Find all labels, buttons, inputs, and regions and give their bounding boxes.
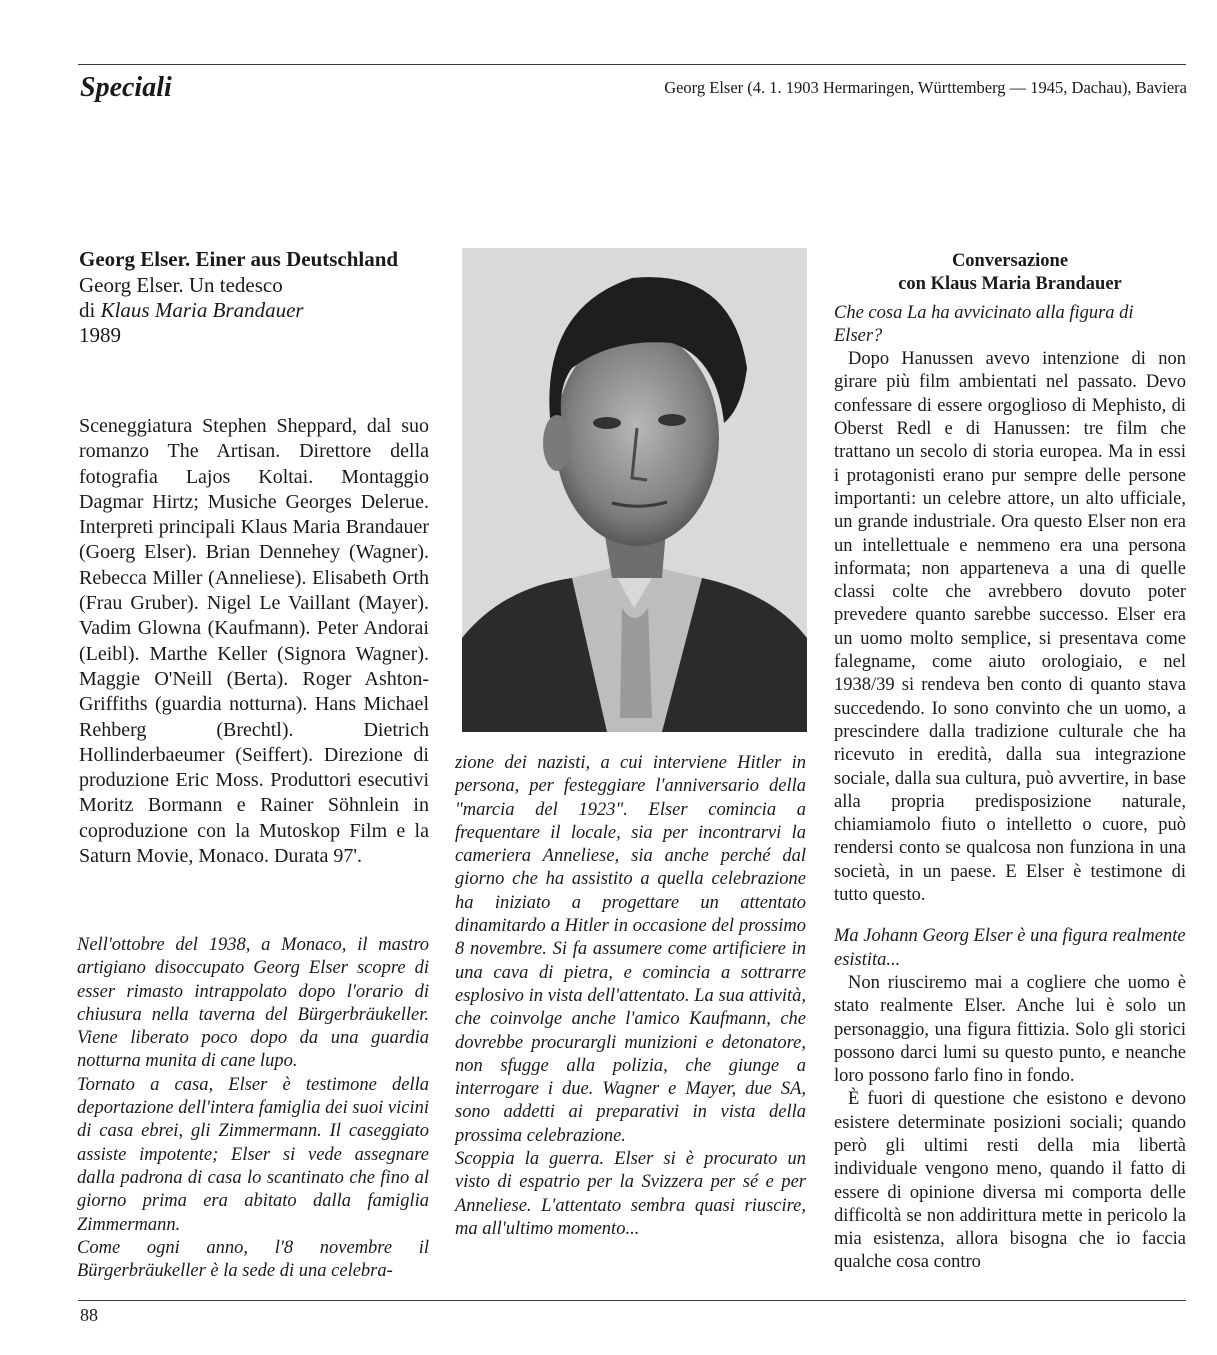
paragraph-gap [834, 907, 1186, 925]
film-credits: Sceneggiatura Stephen Sheppard, dal suo romanzo The Artisan. Direttore della fotografia Lajos Koltai. Montaggio Dagmar Hirtz; Musiche Georges Delerue. Interpreti principali Klaus Maria Brandauer (Goerg Elser). Brian Dennehey (Wagner). Rebecca Miller (Anneliese). Elisabeth Orth (Frau Gruber). Nigel Le Vaillant (Mayer). Vadim Glowna (Kaufmann). Peter Andorai (Leibl). Marthe Keller (Signora Wagner). Maggie O'Neill (Berta). Roger Ashton-Griffiths (guardia notturna). Hans Michael Rehberg (Brechtl). Dietrich Hollinderbaeumer (Seiffert). Direzione di produzione Eric Moss. Produttori esecutivi Moritz Bormann e Rainer Söhnlein in coproduzione con la Mutoskop Film e la Saturn Movie, Monaco. Durata 97'. [79, 415, 429, 868]
bottom-rule [78, 1300, 1186, 1301]
interview-question: Ma Johann Georg Elser è una figura realmente esistita... [834, 926, 1186, 970]
interview-title-line: con Klaus Maria Brandauer [898, 274, 1122, 295]
synopsis-paragraph: Tornato a casa, Elser è testimone della deportazione dell'intera famiglia dei suoi vicini di casa ebrei, gli Zimmermann. Il caseggiato assiste impotente; Elser si vede assegnare dalla padrona di casa lo scantinato che fino al giorno prima era abitato dalla famiglia Zimmermann. [77, 1074, 429, 1235]
top-rule [78, 64, 1186, 65]
interview-question: Che cosa La ha avvicinato alla figura di Elser? [834, 302, 1134, 346]
synopsis-paragraph: Come ogni anno, l'8 novembre il Bürgerbräukeller è la sede di una celebra- [77, 1237, 429, 1282]
portrait-photo [462, 248, 807, 732]
synopsis-paragraph: zione dei nazisti, a cui interviene Hitler in persona, per festeggiare l'anniversario della "marcia del 1923". Elser comincia a frequentare il locale, sia per incontrarvi la cameriera Anneliese, sia anche perché dal giorno che ha assistito a quella celebrazione ha iniziato a progettare un attentato dinamitardo a Hitler in occasione del prossimo 8 novembre. Si fa assumere come artificiere in una cava di pietra, e comincia a sottrarre esplosivo in vista dell'attentato. La sua attività, che coinvolge anche l'amico Kaufmann, che dovrebbe procurargli munizioni e detonatore, non sfugge alla polizia, che giunge a interrogare i due. Wagner e Mayer, due SA, sono addetti ai preparativi in vista della prossima celebrazione. [455, 753, 806, 1146]
film-director [79, 298, 439, 323]
synopsis-paragraph: Nell'ottobre del 1938, a Monaco, il mastro artigiano disoccupato Georg Elser scopre di esser rimasto intrappolato dopo l'orario di chiusura nella taverna del Bürgerbräukeller. Viene liberato poco dopo da una guardia notturna munita di cane lupo. [77, 935, 429, 1072]
section-title: Speciali [80, 72, 172, 103]
director-prefix: di [79, 298, 96, 322]
film-year: 1989 [79, 323, 121, 347]
director-name: Klaus Maria Brandauer [100, 298, 304, 322]
film-italian-title: Georg Elser. Un tedesco [79, 273, 283, 297]
portrait-illustration [462, 248, 807, 732]
film-title: Georg Elser. Einer aus Deutschland [79, 247, 399, 271]
photo-caption: Georg Elser (4. 1. 1903 Hermaringen, Württemberg — 1945, Dachau), Baviera [664, 78, 1187, 97]
interview-answer: Non riusciremo mai a cogliere che uomo è stato realmente Elser. Anche lui è solo un personaggio, una figura fittizia. Solo gli storici possono darci lumi su questo punto, e neanche loro possono farlo fino in fondo. [834, 972, 1186, 1087]
interview-answer: Dopo Hanussen avevo intenzione di non girare più film ambientati nel passato. Devo confessare di essere orgoglioso di Mephisto, di Oberst Redl e di Hanussen: tre film che trattano un secolo di storia europea. Ma in essi i protagonisti erano pur sempre delle persone importanti: un celebre attore, un alto ufficiale, un grande industriale. Ora questo Elser non era un intellettuale e nemmeno era una persona informata; non apparteneva a una di quelle classi colte che avrebbero dovuto poter prevedere quanto sarebbe successo. Elser era un uomo molto semplice, si presentava come falegname, come aiuto orologiaio, e nel 1938/39 si rendeva ben conto di quanto stava succedendo. Io sono convinto che un uomo, a prescindere dalla tradizione culturale che ha ricevuto in eredità, dalla sua integrazione sociale, dalla sua cultura, può avvertire, in base alla propria predisposizione naturale, chiamiamolo fiuto o intelletto o cuore, può rendersi conto se qualcosa non funziona in una società, in un paese. E Elser è testimone di tutto questo. [834, 349, 1186, 906]
synopsis-paragraph: Scoppia la guerra. Elser si è procurato un visto di espatrio per la Svizzera per sé e per Anneliese. L'attentato sembra quasi riuscire, ma all'ultimo momento... [455, 1149, 806, 1239]
interview-title-line: Conversazione [951, 251, 1069, 271]
interview-column [834, 250, 1186, 1275]
interview-title [834, 250, 1186, 297]
page-number: 88 [80, 1305, 98, 1325]
synopsis-column-1 [77, 934, 429, 1283]
film-info [79, 246, 439, 348]
interview-answer: È fuori di questione che esistono e devono esistere determinate posizioni sociali; quando però gli ultimi resti della mia libertà individuale vengono meno, quando il fatto di essere di opinione diversa mi comporta delle difficoltà se non addirittura mette in pericolo la mia esistenza, allora bisogna che io faccia qualche cosa contro [834, 1089, 1186, 1273]
synopsis-column-2 [455, 752, 806, 1241]
